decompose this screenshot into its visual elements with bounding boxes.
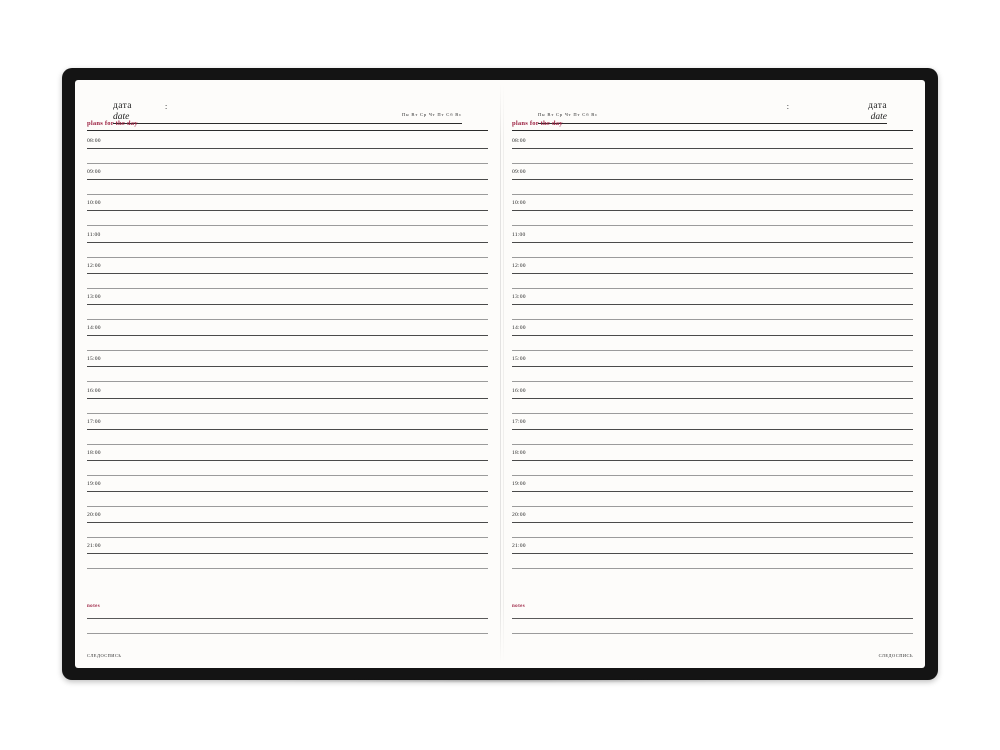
book-drop-shadow: [200, 678, 800, 683]
hour-row[interactable]: [512, 167, 913, 198]
hour-label: 12:00: [512, 262, 526, 269]
hour-label: 15:00: [512, 356, 526, 363]
hour-row[interactable]: [87, 541, 488, 572]
hour-half-line: [512, 288, 913, 289]
hour-label: 12:00: [87, 262, 101, 269]
date-colon-mark-right: :: [786, 102, 789, 111]
hour-label: 09:00: [87, 169, 101, 176]
plans-rule-left: [87, 130, 488, 131]
header-rule-left: [113, 123, 462, 124]
date-colon-mark-left: :: [165, 102, 168, 111]
hour-writing-line: [512, 429, 913, 430]
hour-label: 18:00: [87, 449, 101, 456]
hour-row[interactable]: [87, 417, 488, 448]
hour-half-line: [512, 381, 913, 382]
notes-title: notes: [87, 604, 101, 609]
hour-label: 13:00: [87, 293, 101, 300]
hour-half-line: [87, 163, 488, 164]
hour-writing-line: [512, 179, 913, 180]
hour-row[interactable]: [87, 261, 488, 292]
hour-half-line: [512, 350, 913, 351]
hour-label: 16:00: [87, 387, 101, 394]
hour-row[interactable]: [87, 230, 488, 261]
hour-row[interactable]: [512, 417, 913, 448]
date-field-right[interactable]: [868, 102, 887, 122]
hour-row[interactable]: [87, 479, 488, 510]
hour-label: 10:00: [512, 200, 526, 207]
hour-label: 10:00: [87, 200, 101, 207]
hour-row[interactable]: [87, 510, 488, 541]
hour-writing-line: [512, 366, 913, 367]
hour-row[interactable]: [87, 292, 488, 323]
hour-label: 20:00: [512, 512, 526, 519]
hour-half-line: [512, 225, 913, 226]
hour-label: 19:00: [87, 481, 101, 488]
notes-line: [87, 633, 488, 634]
hour-label: 11:00: [512, 231, 526, 238]
hour-writing-line: [512, 491, 913, 492]
hour-row[interactable]: [512, 479, 913, 510]
hour-half-line: [87, 413, 488, 414]
hour-writing-line: [512, 304, 913, 305]
hour-half-line: [512, 257, 913, 258]
hour-label: 15:00: [87, 356, 101, 363]
hour-half-line: [87, 257, 488, 258]
hour-half-line: [87, 444, 488, 445]
hour-label: 14:00: [87, 325, 101, 332]
date-label-cyrillic: дата: [113, 101, 132, 111]
hour-row[interactable]: [512, 386, 913, 417]
hour-writing-line: [87, 522, 488, 523]
hour-half-line: [512, 537, 913, 538]
brand-footer-left: СЛЕДОСПИСЬ: [87, 653, 122, 658]
hour-label: 17:00: [87, 418, 101, 425]
hour-writing-line: [512, 273, 913, 274]
weekday-selector-right[interactable]: Пн Вт Ср Чт Пт Сб Вс: [538, 112, 598, 117]
hour-writing-line: [512, 460, 913, 461]
date-label-latin: date: [113, 111, 130, 122]
hour-half-line: [512, 413, 913, 414]
hour-writing-line: [512, 148, 913, 149]
hour-writing-line: [512, 553, 913, 554]
hour-row[interactable]: [512, 292, 913, 323]
hour-label: 09:00: [512, 169, 526, 176]
date-field-left[interactable]: [113, 102, 132, 122]
hour-writing-line: [87, 304, 488, 305]
hour-half-line: [87, 537, 488, 538]
hour-writing-line: [87, 335, 488, 336]
page-binding-seam: [500, 84, 501, 664]
hour-writing-line: [87, 398, 488, 399]
hour-half-line: [87, 319, 488, 320]
date-label-latin: date: [870, 111, 887, 122]
notes-title: notes: [512, 604, 526, 609]
plans-rule-right: [512, 130, 913, 131]
hour-label: 13:00: [512, 293, 526, 300]
hour-writing-line: [512, 398, 913, 399]
notes-line: [87, 618, 488, 619]
hour-writing-line: [87, 366, 488, 367]
date-label-cyrillic: дата: [868, 101, 887, 111]
hour-row[interactable]: [512, 323, 913, 354]
schedule-left: [87, 136, 488, 573]
hour-row[interactable]: [87, 136, 488, 167]
page-binding-seam-shadow: [503, 84, 504, 664]
hour-half-line: [512, 444, 913, 445]
hour-label: 21:00: [512, 543, 526, 550]
hour-writing-line: [87, 429, 488, 430]
hour-writing-line: [87, 210, 488, 211]
hour-row[interactable]: [87, 354, 488, 385]
hour-row[interactable]: [87, 386, 488, 417]
hour-row[interactable]: [512, 354, 913, 385]
hour-label: 20:00: [87, 512, 101, 519]
hour-writing-line: [512, 210, 913, 211]
brand-footer-right: СЛЕДОСПИСЬ: [878, 653, 913, 658]
hour-row[interactable]: [512, 261, 913, 292]
hour-row[interactable]: [87, 198, 488, 229]
hour-label: 08:00: [87, 138, 101, 144]
notes-section-left[interactable]: [87, 604, 488, 634]
hour-row[interactable]: [512, 510, 913, 541]
hour-label: 19:00: [512, 481, 526, 488]
hour-writing-line: [87, 242, 488, 243]
hour-row[interactable]: [512, 198, 913, 229]
plans-for-the-day-title-left: plans for the day: [87, 120, 138, 127]
hour-half-line: [87, 194, 488, 195]
page-header-right: [526, 102, 899, 128]
hour-half-line: [87, 475, 488, 476]
hour-half-line: [87, 568, 488, 569]
hour-half-line: [87, 350, 488, 351]
hour-writing-line: [87, 273, 488, 274]
hour-half-line: [512, 319, 913, 320]
hour-label: 17:00: [512, 418, 526, 425]
page-header-left: [101, 102, 474, 128]
hour-writing-line: [512, 335, 913, 336]
header-rule-right: [538, 123, 887, 124]
hour-half-line: [87, 225, 488, 226]
notes-line: [512, 633, 913, 634]
weekday-selector-left[interactable]: Пн Вт Ср Чт Пт Сб Вс: [402, 112, 462, 117]
hour-row[interactable]: [512, 230, 913, 261]
hour-row[interactable]: [512, 541, 913, 572]
hour-writing-line: [87, 460, 488, 461]
hour-row[interactable]: [512, 448, 913, 479]
hour-writing-line: [87, 179, 488, 180]
hour-half-line: [512, 568, 913, 569]
hour-row[interactable]: [87, 323, 488, 354]
hour-writing-line: [87, 491, 488, 492]
hour-half-line: [512, 475, 913, 476]
hour-label: 08:00: [512, 138, 526, 144]
hour-writing-line: [87, 553, 488, 554]
hour-half-line: [512, 163, 913, 164]
planner-page-left: [75, 80, 500, 668]
hour-writing-line: [512, 242, 913, 243]
hour-half-line: [87, 506, 488, 507]
hour-label: 11:00: [87, 231, 101, 238]
hour-row[interactable]: [87, 448, 488, 479]
hour-half-line: [87, 381, 488, 382]
hour-label: 18:00: [512, 449, 526, 456]
notes-section-right[interactable]: [512, 604, 913, 634]
hour-row[interactable]: [512, 136, 913, 167]
plans-for-the-day-title-right: plans for the day: [512, 120, 563, 127]
hour-label: 14:00: [512, 325, 526, 332]
hour-half-line: [87, 288, 488, 289]
hour-writing-line: [512, 522, 913, 523]
schedule-right: [512, 136, 913, 573]
hour-row[interactable]: [87, 167, 488, 198]
planner-page-right: [500, 80, 925, 668]
hour-label: 21:00: [87, 543, 101, 550]
hour-half-line: [512, 194, 913, 195]
hour-writing-line: [87, 148, 488, 149]
hour-label: 16:00: [512, 387, 526, 394]
hour-half-line: [512, 506, 913, 507]
notes-line: [512, 618, 913, 619]
